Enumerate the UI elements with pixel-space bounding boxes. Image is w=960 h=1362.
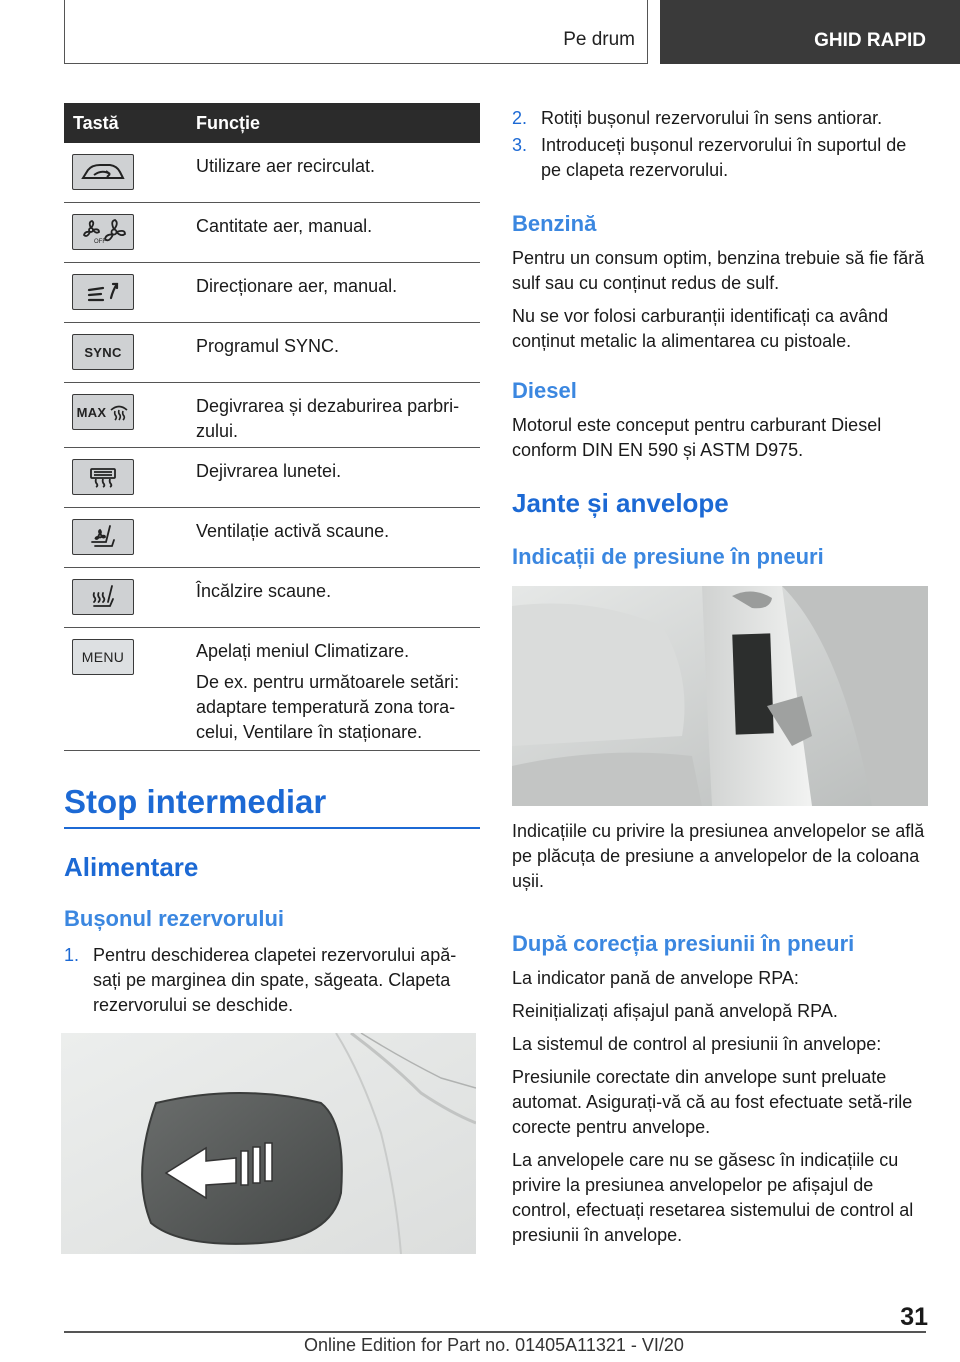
row-function-text: Cantitate aer, manual.: [196, 216, 373, 236]
column-header-function: Funcție: [196, 113, 261, 133]
dupa-corectie-text: [512, 966, 932, 1256]
step-number: 1.: [64, 945, 80, 965]
indicatii-text: [512, 819, 932, 902]
sync-key-icon: [72, 334, 134, 370]
key-label: MENU: [81, 649, 125, 665]
table-row: [64, 508, 480, 568]
heading-buson-rezervor: Bușonul rezervorului: [64, 906, 285, 931]
row-function-note: De ex. pentru următoarele setări: adaptare temperatură zona tora-celui, Ventilare în staționare.: [196, 672, 460, 742]
row-function-text: Dejivrarea lunetei.: [196, 461, 342, 481]
row-function-text: Ventilație activă scaune.: [196, 521, 390, 541]
tire-pressure-label-illustration: [512, 586, 928, 806]
step-number: 3.: [512, 135, 528, 155]
row-function-text: Utilizare aer recirculat.: [196, 156, 376, 176]
left-step-list: [64, 943, 480, 1020]
list-item: [512, 106, 930, 131]
heading-indicatii-presiune: Indicații de presiune în pneuri: [512, 544, 824, 569]
paragraph: Motorul este conceput pentru carburant Diesel conform DIN EN 590 și ASTM D975.: [512, 415, 882, 460]
paragraph: Pentru un consum optim, benzina trebuie să fie fără sulf sau cu conținut redus de sulf.: [512, 248, 925, 293]
row-function-text: Degivrarea și dezaburirea parbri-zului.: [196, 396, 460, 441]
paragraph: Nu se vor folosi carburanții identificați ca având conținut metalic la alimentarea cu pistoale.: [512, 306, 889, 351]
footer-edition: Online Edition for Part no. 01405A11321 - VI/20: [304, 1335, 684, 1355]
header-section-title: Pe drum: [563, 29, 635, 50]
recirculation-car-icon: [72, 154, 134, 190]
header-section-box: [64, 0, 648, 64]
step-text: Rotiți bușonul rezervorului în sens antiorar.: [541, 108, 883, 128]
list-item: [512, 133, 930, 183]
row-function-text: Apelați meniul Climatizare.: [196, 641, 410, 661]
table-row: [64, 143, 480, 203]
paragraph: La anvelopele care nu se găsesc în indicațiile cu privire la presiunea anvelopelor pe afișajul de control, efectuați resetarea sistemului de control al presiunii în anvelope.: [512, 1150, 914, 1245]
heading-benzina: Benzină: [512, 211, 597, 236]
table-row: [64, 263, 480, 323]
header-guide-tab: [660, 0, 960, 64]
table-row: [64, 448, 480, 508]
table-row: [64, 323, 480, 383]
air-direction-icon: [72, 274, 134, 310]
seat-heating-icon: [72, 579, 134, 615]
right-step-list: [512, 106, 930, 185]
diesel-text: [512, 413, 932, 471]
svg-text:OFF: OFF: [94, 239, 106, 245]
benzina-text: [512, 246, 932, 362]
key-label: MAX: [76, 404, 107, 420]
paragraph: Reinițializați afișajul pană anvelopă RPA.: [512, 1001, 838, 1021]
step-text: Introduceți bușonul rezervorului în suportul de pe clapeta rezervorului.: [541, 135, 907, 180]
table-row: [64, 383, 480, 448]
fuel-flap-illustration: [61, 1033, 476, 1254]
max-defrost-icon: [72, 394, 134, 430]
step-number: 2.: [512, 108, 528, 128]
column-header-key: Tastă: [73, 113, 119, 133]
table-header: [64, 103, 480, 143]
heading-jante-anvelope: Jante și anvelope: [512, 488, 729, 518]
table-row: [64, 628, 480, 751]
header-guide-label: GHID RAPID: [814, 30, 926, 51]
heading-rule: [64, 827, 480, 829]
menu-key-icon: [72, 639, 134, 675]
heading-diesel: Diesel: [512, 378, 577, 403]
footer-rule: [64, 1331, 926, 1333]
climate-key-table: [64, 103, 480, 751]
step-text: Pentru deschiderea clapetei rezervorului apă-sați pe marginea din spate, săgeata. Clapeta rezervorului se deschide.: [93, 945, 457, 1015]
paragraph: La indicator pană de anvelope RPA:: [512, 968, 799, 988]
rear-defrost-icon: [72, 459, 134, 495]
list-item: [64, 943, 480, 1018]
heading-stop-intermediar: Stop intermediar: [64, 783, 327, 820]
table-row: [64, 203, 480, 263]
key-label: SYNC: [84, 344, 122, 360]
row-function-text: Încălzire scaune.: [196, 581, 332, 601]
fan-off-icon: [72, 214, 134, 250]
paragraph: La sistemul de control al presiunii în anvelope:: [512, 1034, 882, 1054]
table-row: [64, 568, 480, 628]
paragraph: Presiunile corectate din anvelope sunt preluate automat. Asigurați-vă că au fost efectuate setă-rile corecte pentru anvelope.: [512, 1067, 913, 1137]
page-number: 31: [900, 1303, 928, 1331]
heading-dupa-corectie: După corecția presiunii în pneuri: [512, 931, 855, 956]
heading-alimentare: Alimentare: [64, 852, 199, 882]
paragraph: Indicațiile cu privire la presiunea anvelopelor se află pe plăcuța de presiune a anvelopelor de la coloana ușii.: [512, 821, 925, 891]
row-function-text: Direcționare aer, manual.: [196, 276, 398, 296]
seat-ventilation-icon: [72, 519, 134, 555]
row-function-text: Programul SYNC.: [196, 336, 340, 356]
